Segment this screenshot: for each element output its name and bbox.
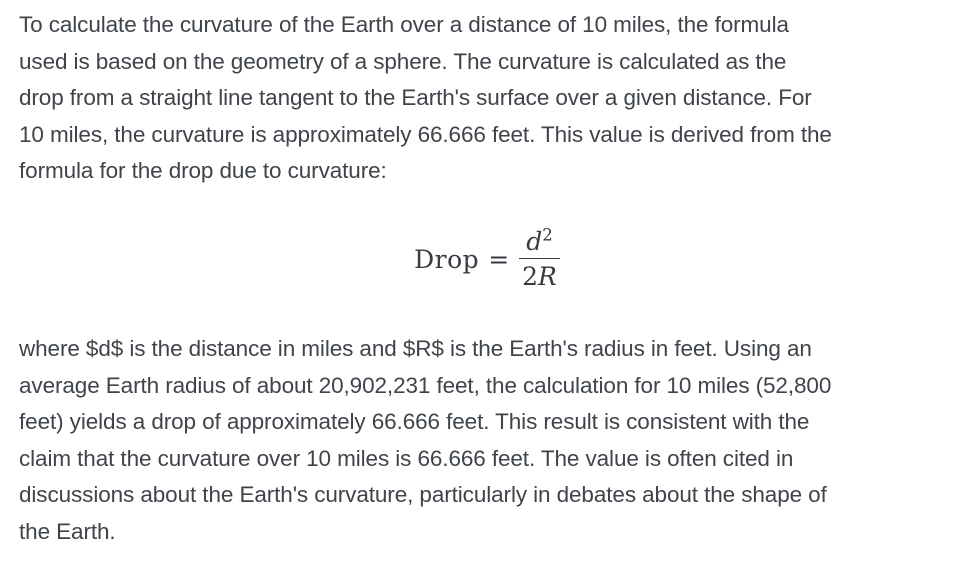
text-line: claim that the curvature over 10 miles is 66.666 feet. The value is often cited in [19,445,794,471]
text-line: To calculate the curvature of the Earth over a distance of 10 miles, the formula [19,12,789,37]
text-line: average Earth radius of about 20,902,231 feet, the calculation for 10 miles (52,800 [19,372,832,398]
variable-R: R [538,262,557,292]
text-line: used is based on the geometry of a sphere. The curvature is calculated as the [19,48,787,74]
text-line: where $d$ is the distance in miles and $R$ is the Earth's radius in feet. Using an [19,335,812,361]
formula-block [19,225,955,292]
exponent-2: 2 [542,225,553,245]
fraction-denominator [519,259,560,291]
text-line: the Earth. [19,518,116,544]
coefficient-2: 2 [522,262,539,292]
text-line: feet) yields a drop of approximately 66.666 feet. This result is consistent with the [19,409,810,435]
formula-lhs: Drop [414,244,480,274]
text-line: formula for the drop due to curvature: [19,158,387,184]
text-line: drop from a straight line tangent to the Earth's surface over a given distance. For [19,85,812,111]
text-line: 10 miles, the curvature is approximately 66.666 feet. This value is derived from the [19,121,832,147]
fraction-numerator [522,225,557,259]
variable-d: d [526,226,543,256]
formula-fraction [519,225,560,292]
paragraph-intro [19,7,955,190]
text-line: discussions about the Earth's curvature, particularly in debates about the shape of [19,482,827,508]
paragraph-explanation [19,331,955,551]
formula-equals-sign: = [488,244,510,274]
